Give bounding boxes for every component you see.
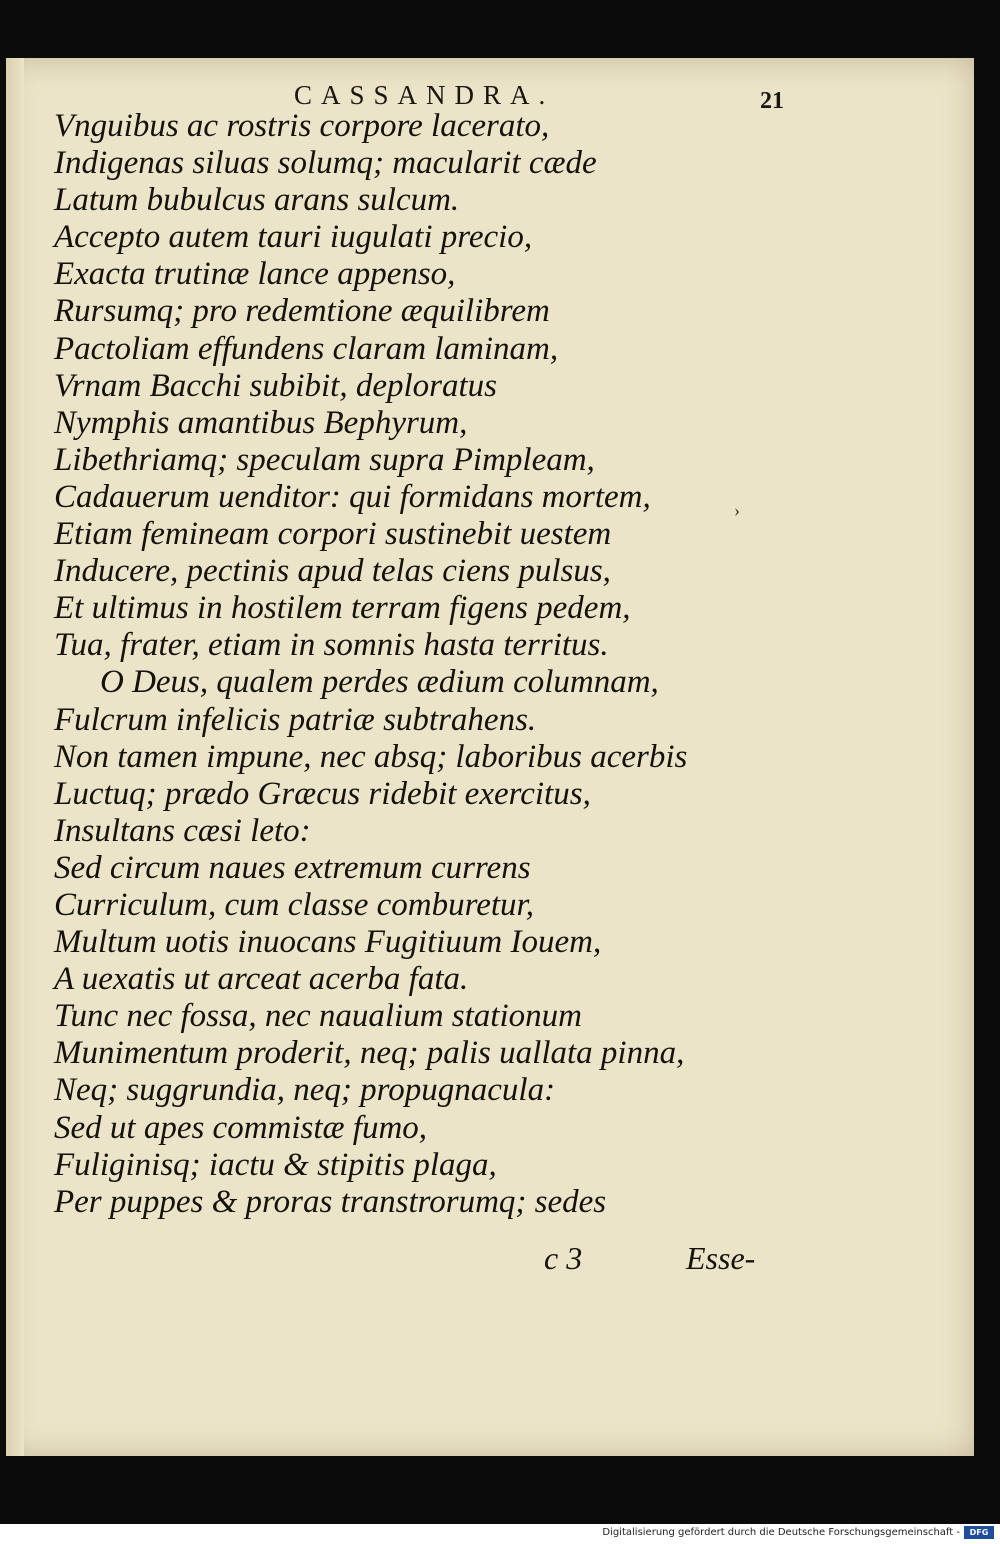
digitization-credit: Digitalisierung gefördert durch die Deutsche Forschungsgemeinschaft - [602, 1527, 960, 1538]
verse-line: Insultans cæsi leto: [54, 812, 311, 849]
verse-line: Inducere, pectinis apud telas ciens pulsus, [54, 553, 611, 590]
verse-line: Latum bubulcus arans sulcum. [54, 182, 460, 219]
verse-line: Luctuq; prædo Græcus ridebit exercitus, [54, 775, 591, 812]
verse-line: Sed ut apes commistæ fumo, [54, 1109, 428, 1146]
page-number: 21 [760, 88, 784, 114]
verse-line: Vrnam Bacchi subibit, deploratus [54, 367, 498, 404]
verse-line: Vnguibus ac rostris corpore lacerato, [54, 108, 550, 144]
verse-line: Pactoliam effundens claram laminam, [54, 330, 559, 367]
verse-line: Exacta trutinæ lance appenso, [54, 256, 456, 293]
verse-line: Rursumq; pro redemtione æquilibrem [54, 293, 550, 330]
verse-line: O Deus, qualem perdes ædium columnam, [100, 664, 659, 701]
catchword: Esse- [686, 1240, 756, 1276]
verse-line: Curriculum, cum classe comburetur, [54, 886, 534, 923]
verse-line: A uexatis ut arceat acerba fata. [54, 961, 469, 998]
dfg-logo-icon: DFG [964, 1526, 994, 1539]
margin-mark: › [734, 500, 740, 520]
verse-line: Multum uotis inuocans Fugitiuum Iouem, [54, 924, 602, 961]
signature-mark: c 3 [544, 1240, 583, 1276]
page-gutter-shadow [6, 58, 24, 1456]
verse-line: Tua, frater, etiam in somnis hasta territus. [54, 627, 609, 664]
verse-line: Etiam femineam corpori sustinebit uestem [54, 516, 612, 553]
verse-line: Sed circum naues extremum currens [54, 849, 531, 886]
verse-line: Nymphis amantibus Bephyrum, [54, 404, 468, 441]
verse-line: Fuliginisq; iactu & stipitis plaga, [54, 1146, 497, 1183]
verse-line: Indigenas siluas solumq; macularit cæde [54, 145, 597, 182]
verse-line: Tunc nec fossa, nec naualium stationum [54, 998, 582, 1035]
verse-line: Fulcrum infelicis patriæ subtrahens. [54, 701, 537, 738]
verse-line: Non tamen impune, nec absq; laboribus acerbis [54, 738, 688, 775]
running-head: CASSANDRA. [294, 80, 555, 110]
verse-line: Libethriamq; speculam supra Pimpleam, [54, 441, 595, 478]
verse-line: Per puppes & proras transtrorumq; sedes [54, 1183, 607, 1220]
verse-line: Munimentum proderit, neq; palis uallata pinna, [54, 1035, 685, 1072]
verse-text [54, 108, 794, 1221]
verse-line: Cadauerum uenditor: qui formidans mortem, [54, 478, 651, 515]
verse-line: Accepto autem tauri iugulati precio, [54, 219, 533, 256]
verse-line: Et ultimus in hostilem terram figens pedem, [54, 590, 631, 627]
verse-line: Neq; suggrundia, neq; propugnacula: [54, 1072, 556, 1109]
